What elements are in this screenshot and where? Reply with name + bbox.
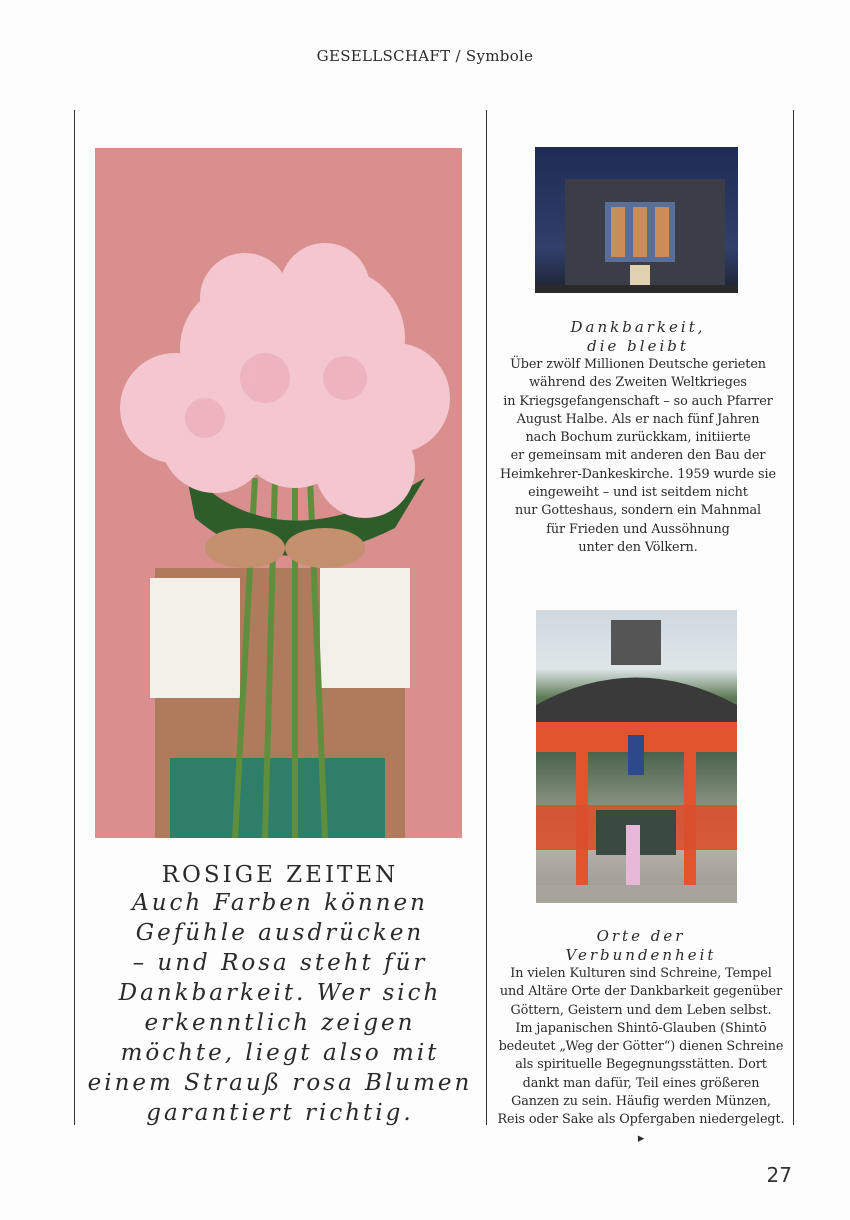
body-line: für Frieden und Aussöhnung	[546, 521, 730, 537]
column-divider	[74, 110, 75, 1125]
feature-quote	[80, 888, 480, 1128]
shinto-shrine-photo	[536, 610, 737, 903]
body-line: Im japanischen Shintō-Glauben (Shintō	[515, 1020, 767, 1036]
title-line: Verbundenheit	[565, 946, 717, 964]
quote-line: erkenntlich zeigen	[144, 1010, 416, 1036]
body-line: und Altäre Orte der Dankbarkeit gegenüber	[499, 984, 783, 1000]
body-line: Ganzen zu sein. Häufig werden Münzen,	[511, 1094, 771, 1110]
body-line: während des Zweiten Weltkrieges	[529, 375, 747, 391]
quote-line: Auch Farben können	[132, 890, 428, 916]
quote-line: einem Strauß rosa Blumen	[87, 1070, 473, 1096]
body-line: in Kriegsgefangenschaft – so auch Pfarrer	[503, 393, 773, 409]
quote-line: Gefühle ausdrücken	[135, 920, 425, 946]
article-body	[498, 356, 778, 557]
body-line: Heimkehrer-Dankeskirche. 1959 wurde sie	[500, 466, 776, 482]
article-body	[496, 965, 786, 1148]
title-line: Dankbarkeit,	[570, 318, 706, 336]
body-line: er gemeinsam mit anderen den Bau der	[510, 448, 766, 464]
peony-bouquet-photo	[95, 148, 462, 838]
article-dankeskirche	[498, 318, 778, 557]
quote-line: möchte, liegt also mit	[120, 1040, 440, 1066]
quote-line: – und Rosa steht für	[132, 950, 428, 976]
body-line: nur Gotteshaus, sondern ein Mahnmal	[514, 503, 762, 519]
column-divider	[793, 110, 794, 1125]
column-divider	[486, 110, 487, 1125]
quote-line: Dankbarkeit. Wer sich	[118, 980, 442, 1006]
article-title	[496, 927, 786, 965]
body-line: Göttern, Geistern und dem Leben selbst.	[510, 1002, 772, 1018]
page-number: 27	[766, 1163, 792, 1187]
quote-line: garantiert richtig.	[146, 1100, 414, 1126]
church-photo	[535, 147, 738, 293]
body-line: nach Bochum zurückkam, initiierte	[525, 430, 751, 446]
body-line: unter den Völkern.	[578, 539, 698, 555]
article-shrines	[496, 927, 786, 1148]
article-title	[498, 318, 778, 356]
body-line: Über zwölf Millionen Deutsche gerieten	[510, 357, 766, 372]
rosige-zeiten-block	[80, 862, 480, 1128]
body-line: Reis oder Sake als Opfergaben niedergelegt. ▸	[497, 1112, 785, 1146]
body-line: bedeutet „Weg der Götter“) dienen Schreine	[498, 1039, 784, 1055]
title-line: Orte der	[596, 927, 686, 945]
body-line: August Halbe. Als er nach fünf Jahren	[516, 411, 760, 427]
body-line: eingeweiht – und ist seitdem nicht	[528, 485, 748, 501]
title-line: die bleibt	[587, 337, 689, 355]
body-line: dankt man dafür, Teil eines größeren	[522, 1075, 760, 1091]
section-header: GESELLSCHAFT / Symbole	[316, 47, 534, 65]
body-line: In vielen Kulturen sind Schreine, Tempel	[510, 966, 772, 981]
body-line: als spirituelle Begegnungsstätten. Dort	[515, 1057, 767, 1073]
feature-title: ROSIGE ZEITEN	[161, 862, 399, 888]
